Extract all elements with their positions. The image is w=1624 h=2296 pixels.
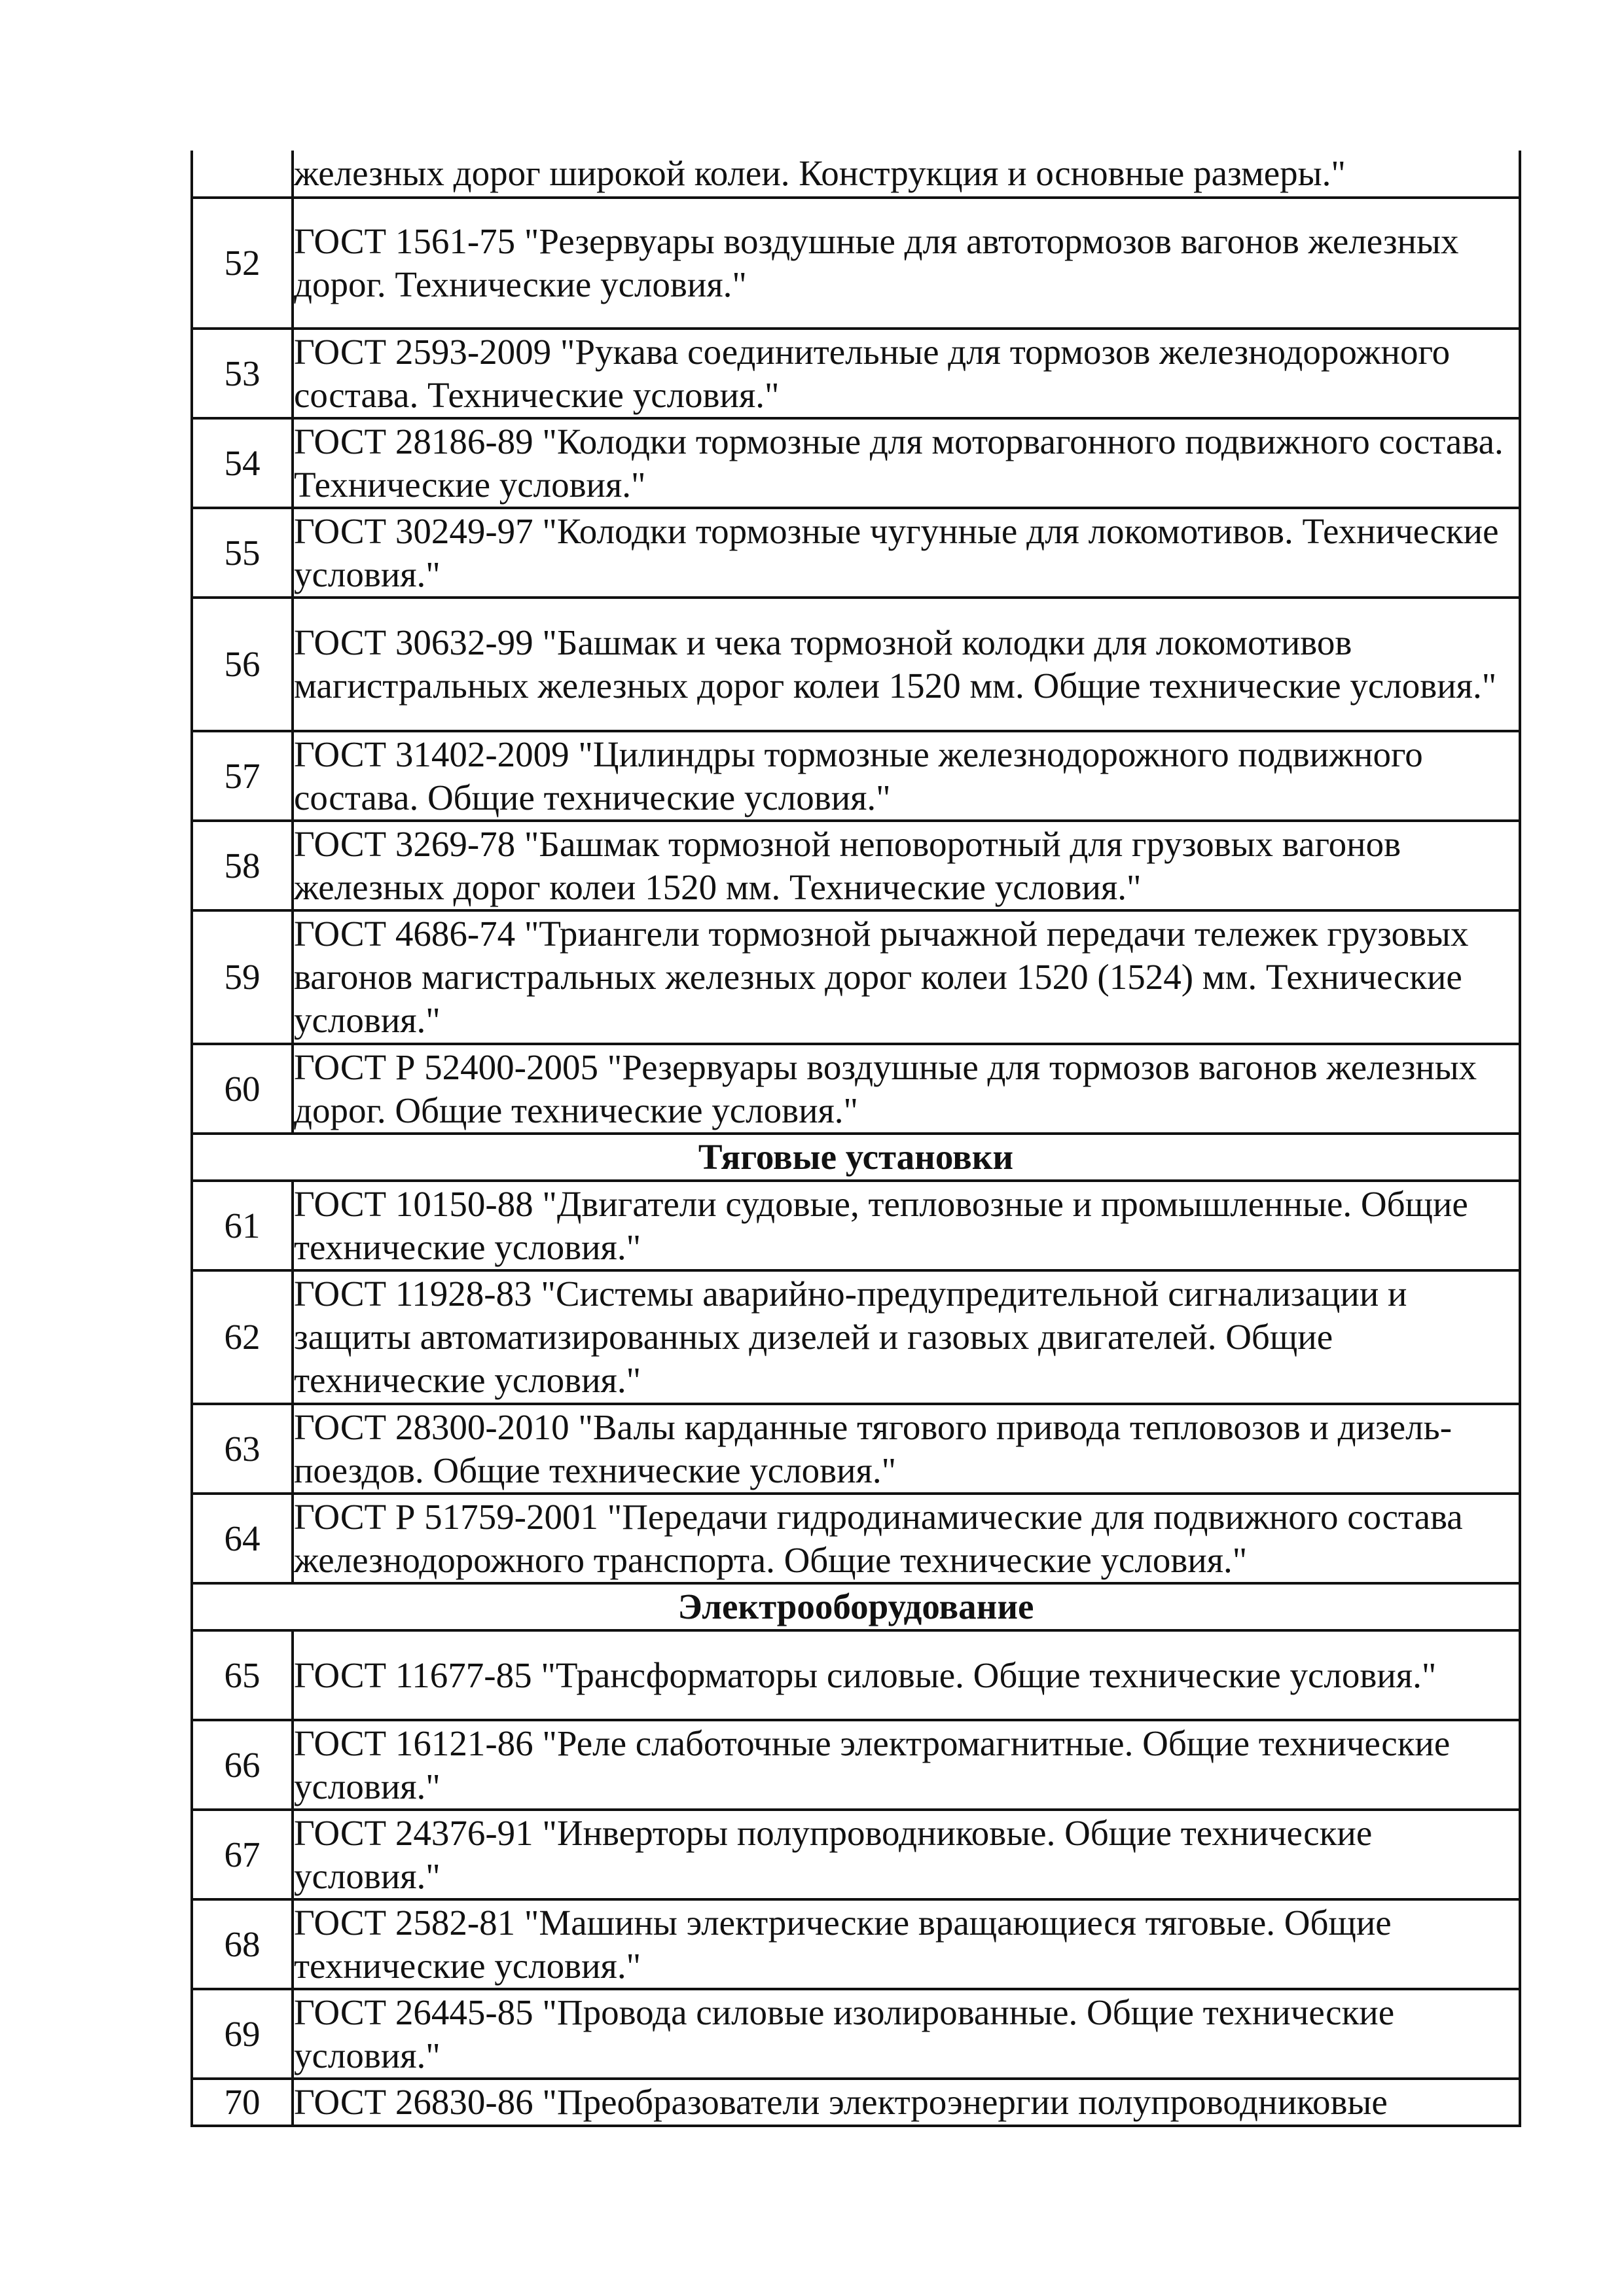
table-row	[192, 1404, 1520, 1494]
standard-title: ГОСТ Р 52400-2005 "Резервуары воздушные для тормозов вагонов железных дорог. Общие технические условия."	[293, 1044, 1520, 1134]
standards-table-body	[192, 151, 1520, 2126]
standard-title: ГОСТ 26445-85 "Провода силовые изолированные. Общие технические условия."	[293, 1989, 1520, 2079]
row-number: 54	[192, 418, 293, 508]
table-row	[192, 1810, 1520, 1899]
standard-title: ГОСТ 31402-2009 "Цилиндры тормозные железнодорожного подвижного состава. Общие технические условия."	[293, 731, 1520, 821]
standard-title: ГОСТ 2582-81 "Машины электрические вращающиеся тяговые. Общие технические условия."	[293, 1899, 1520, 1989]
standard-title: ГОСТ 10150-88 "Двигатели судовые, тепловозные и промышленные. Общие технические условия."	[293, 1181, 1520, 1270]
standard-title: ГОСТ 4686-74 "Триангели тормозной рычажной передачи тележек грузовых вагонов магистральных железных дорог колеи 1520 (1524) мм. Технические условия."	[293, 910, 1520, 1044]
table-row	[192, 418, 1520, 508]
table-row	[192, 508, 1520, 598]
table-row	[192, 198, 1520, 329]
standard-title: ГОСТ 30249-97 "Колодки тормозные чугунные для локомотивов. Технические условия."	[293, 508, 1520, 598]
table-row	[192, 2079, 1520, 2126]
table-row	[192, 1270, 1520, 1404]
standard-title: железных дорог широкой колеи. Конструкция и основные размеры."	[293, 151, 1520, 198]
section-header-row	[192, 1134, 1520, 1181]
row-number: 65	[192, 1630, 293, 1720]
standard-title: ГОСТ 1561-75 "Резервуары воздушные для автотормозов вагонов железных дорог. Технические условия."	[293, 198, 1520, 329]
standard-title: ГОСТ 11928-83 "Системы аварийно-предупредительной сигнализации и защиты автоматизированных дизелей и газовых двигателей. Общие технические условия."	[293, 1270, 1520, 1404]
row-number: 64	[192, 1494, 293, 1583]
row-number: 56	[192, 598, 293, 731]
standard-title: ГОСТ 16121-86 "Реле слаботочные электромагнитные. Общие технические условия."	[293, 1720, 1520, 1810]
standard-title: ГОСТ 26830-86 "Преобразователи электроэнергии полупроводниковые	[293, 2079, 1520, 2126]
section-header: Электрооборудование	[192, 1583, 1520, 1630]
row-number: 58	[192, 821, 293, 910]
row-number: 66	[192, 1720, 293, 1810]
table-row	[192, 1494, 1520, 1583]
row-number: 61	[192, 1181, 293, 1270]
table-row	[192, 1181, 1520, 1270]
table-row	[192, 821, 1520, 910]
row-number: 63	[192, 1404, 293, 1494]
standard-title: ГОСТ Р 51759-2001 "Передачи гидродинамические для подвижного состава железнодорожного транспорта. Общие технические условия."	[293, 1494, 1520, 1583]
table-row	[192, 1899, 1520, 1989]
table-row	[192, 1720, 1520, 1810]
section-header-row	[192, 1583, 1520, 1630]
table-row	[192, 151, 1520, 198]
table-row	[192, 731, 1520, 821]
row-number: 57	[192, 731, 293, 821]
standard-title: ГОСТ 28186-89 "Колодки тормозные для моторвагонного подвижного состава. Технические условия."	[293, 418, 1520, 508]
table-row	[192, 329, 1520, 418]
row-number: 69	[192, 1989, 293, 2079]
row-number: 68	[192, 1899, 293, 1989]
standard-title: ГОСТ 2593-2009 "Рукава соединительные для тормозов железнодорожного состава. Технические условия."	[293, 329, 1520, 418]
standard-title: ГОСТ 30632-99 "Башмак и чека тормозной колодки для локомотивов магистральных железных дорог колеи 1520 мм. Общие технические условия."	[293, 598, 1520, 731]
table-row	[192, 1044, 1520, 1134]
row-number: 70	[192, 2079, 293, 2126]
row-number: 62	[192, 1270, 293, 1404]
section-header: Тяговые установки	[192, 1134, 1520, 1181]
table-row	[192, 598, 1520, 731]
row-number	[192, 151, 293, 198]
table-row	[192, 1630, 1520, 1720]
row-number: 53	[192, 329, 293, 418]
row-number: 55	[192, 508, 293, 598]
standard-title: ГОСТ 11677-85 "Трансформаторы силовые. Общие технические условия."	[293, 1630, 1520, 1720]
row-number: 52	[192, 198, 293, 329]
table-row	[192, 1989, 1520, 2079]
row-number: 59	[192, 910, 293, 1044]
row-number: 67	[192, 1810, 293, 1899]
standard-title: ГОСТ 28300-2010 "Валы карданные тягового привода тепловозов и дизель-поездов. Общие технические условия."	[293, 1404, 1520, 1494]
standard-title: ГОСТ 3269-78 "Башмак тормозной неповоротный для грузовых вагонов железных дорог колеи 1520 мм. Технические условия."	[293, 821, 1520, 910]
table-row	[192, 910, 1520, 1044]
standards-table	[190, 151, 1521, 2127]
row-number: 60	[192, 1044, 293, 1134]
standard-title: ГОСТ 24376-91 "Инверторы полупроводниковые. Общие технические условия."	[293, 1810, 1520, 1899]
